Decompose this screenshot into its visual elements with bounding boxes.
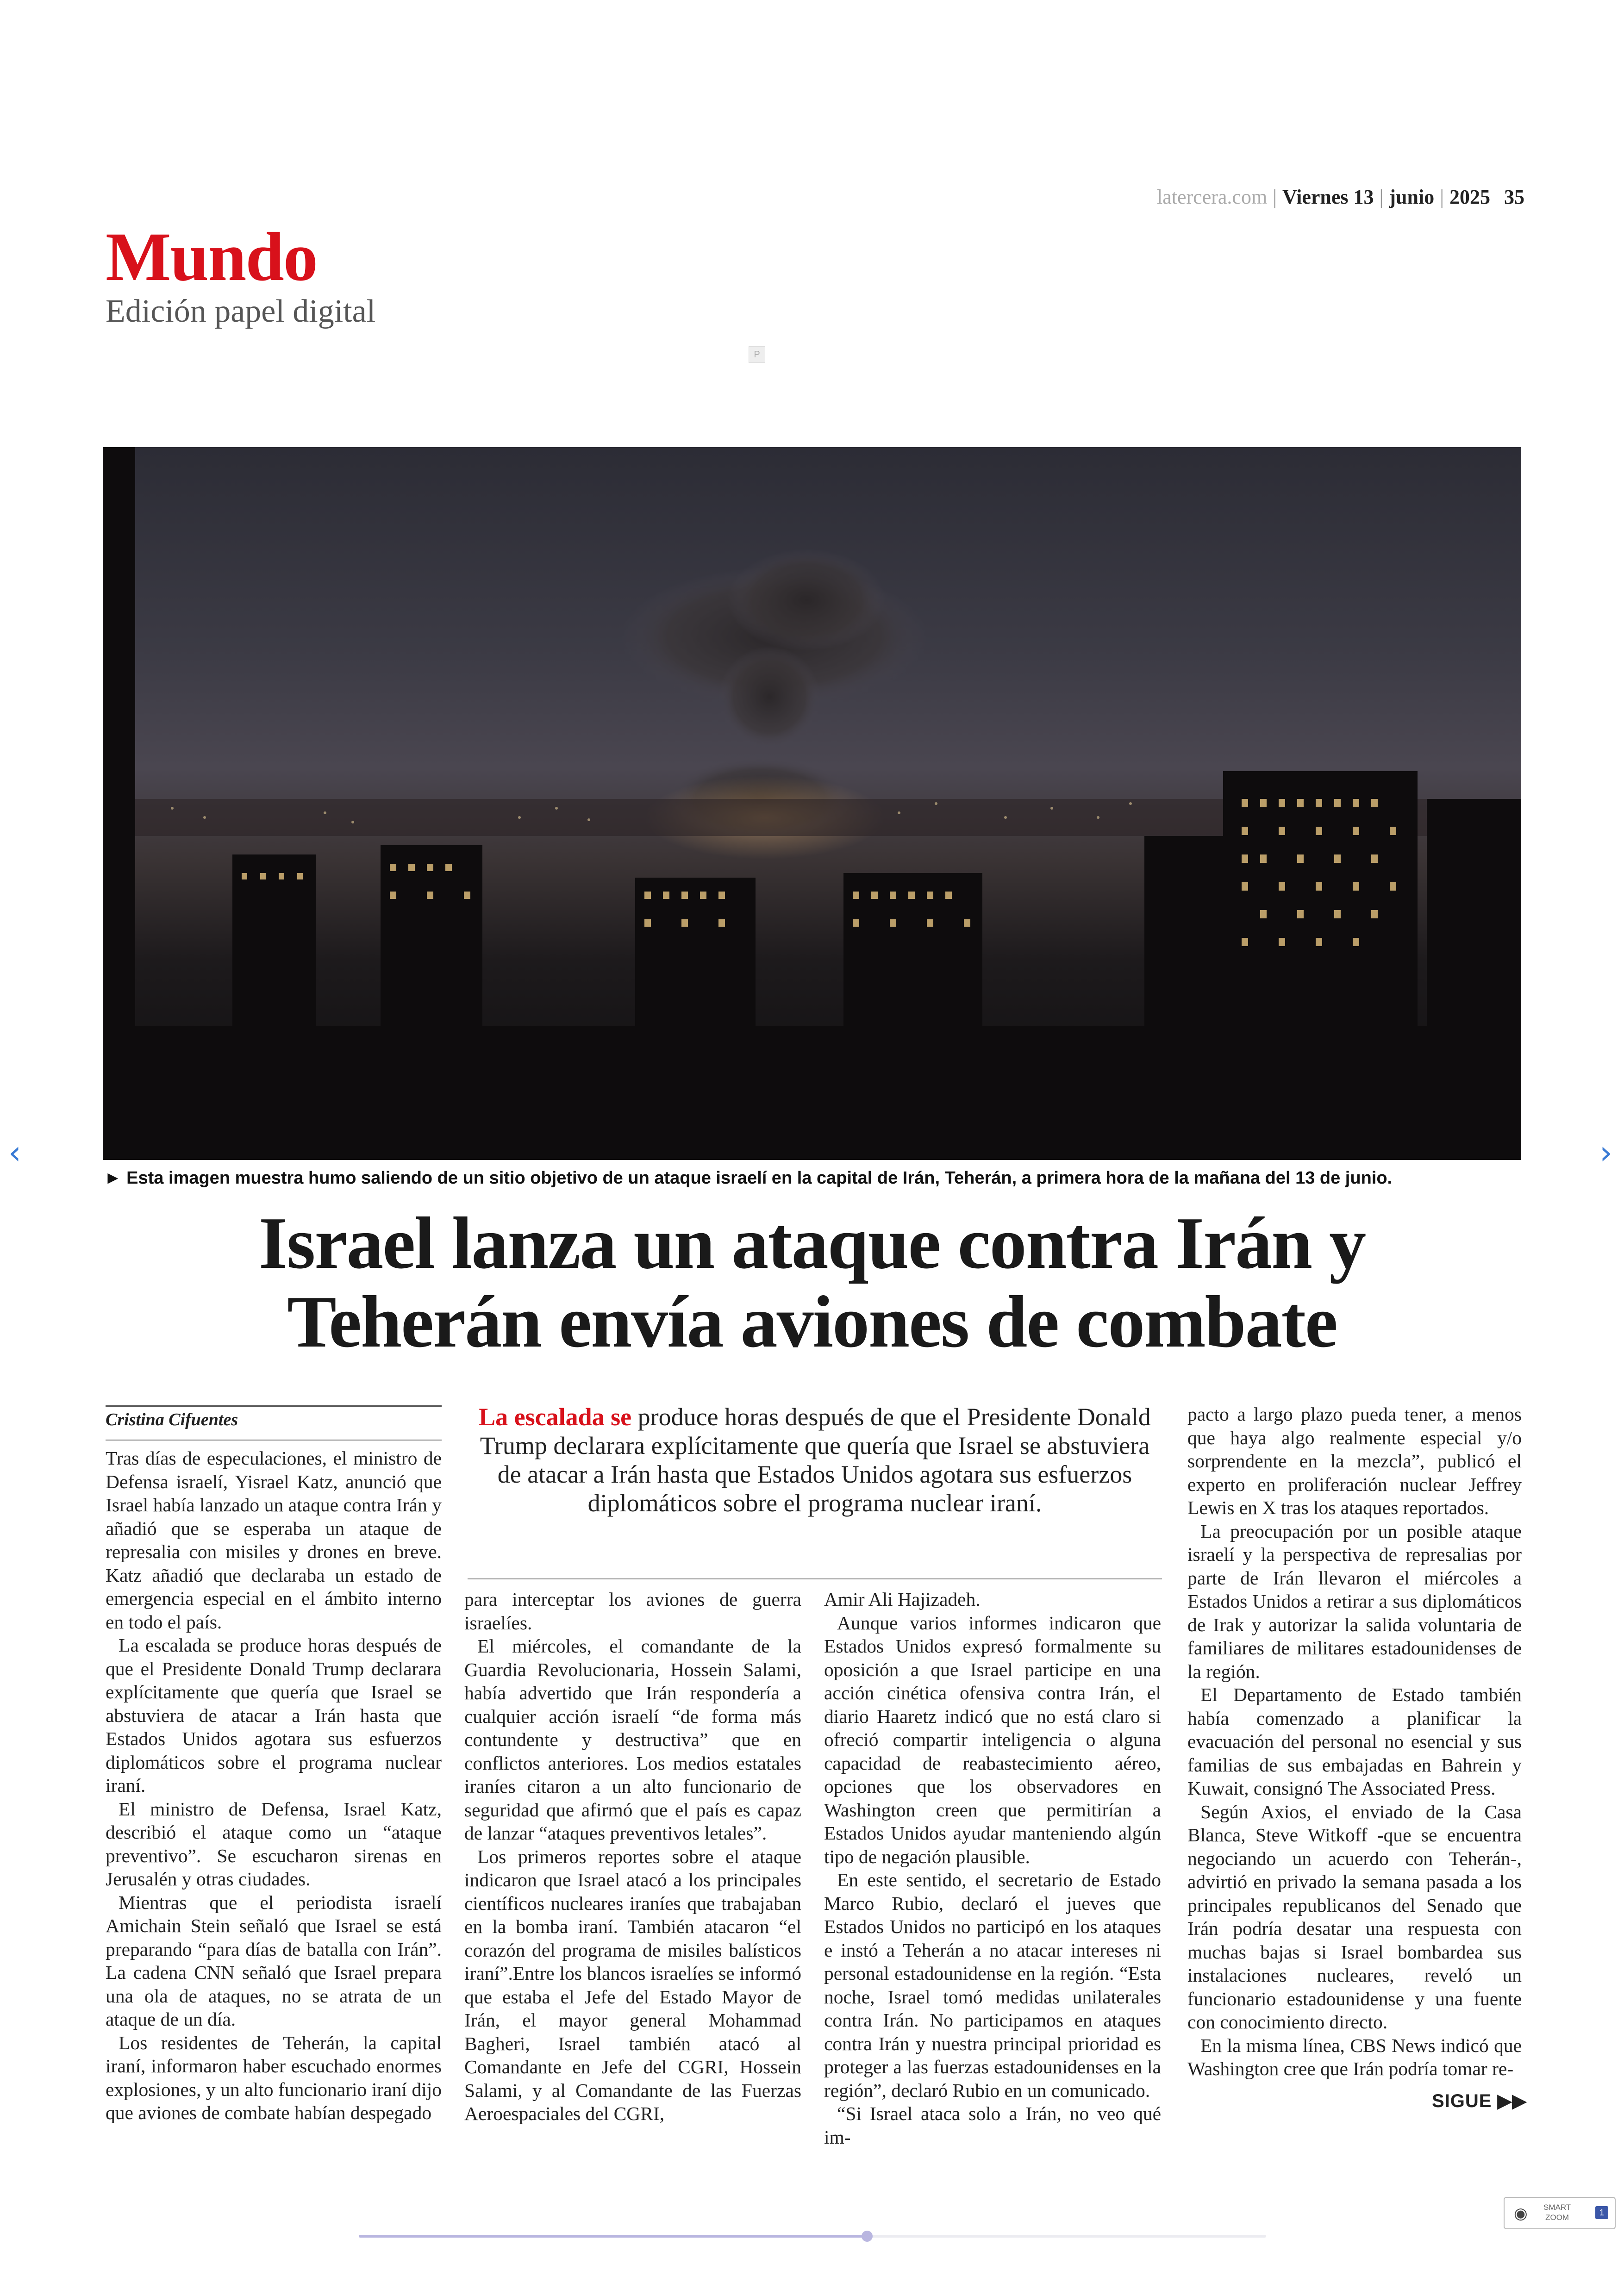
col4-paragraph: pacto a largo plazo pueda tener, a menos que haya algo realmente especial y/o sorprendente en la mezcla”, publicó el experto en proliferación nuclear Jeffrey Lewis en X tras los ataques reportados. xyxy=(1187,1403,1522,1518)
col4-paragraph: El Departamento de Estado también había comenzado a planificar la evacuación del personal no esencial y sus familias de sus embajadas en Bahrein y Kuwait, consignó The Associated Press. xyxy=(1187,1684,1522,1799)
headline-line-1: Israel lanza un ataque contra Irán y xyxy=(258,1202,1366,1284)
issue-date: Viernes 13 xyxy=(1282,186,1374,208)
issue-year: 2025 xyxy=(1449,186,1490,208)
col1-paragraph: Mientras que el periodista israelí Amichain Stein señaló que Israel se está preparando “para días de batalla con Irán”. La cadena CNN señaló que Israel prepara una ola de ataques, no se atrata de un ataque de un día. xyxy=(106,1891,442,2030)
lede-highlight: La escalada se xyxy=(479,1403,632,1431)
col2-paragraph: El miércoles, el comandante de la Guardia Revolucionaria, Hossein Salami, había advertido que Irán respondería a cualquier acción israelí “de forma más contundente y destructiva” que en conflictos anteriores. Los medios estatales iraníes citaron a un alto funcionario de seguridad que afirmó que el país es capaz de lanzar “ataques preventivos letales”. xyxy=(464,1635,801,1844)
eye-icon: ◉ xyxy=(1514,2205,1528,2222)
col1-paragraph: Los residentes de Teherán, la capital iraní, informaron haber escuchado enormes explosiones, y un alto funcionario iraní dijo que aviones de combate habían despegado xyxy=(106,2032,442,2123)
section-title: Mundo xyxy=(106,218,317,295)
site-name: latercera.com xyxy=(1157,186,1268,208)
page-number: 35 xyxy=(1504,186,1524,208)
next-page-arrow-icon[interactable]: › xyxy=(1599,1134,1612,1172)
lead-photo xyxy=(103,447,1521,1160)
continue-link[interactable]: SIGUE ▶▶ xyxy=(1432,2091,1527,2111)
byline: Cristina Cifuentes xyxy=(106,1405,442,1430)
body-column-2 xyxy=(464,1588,801,2126)
col3-paragraph: Aunque varios informes indicaron que Estados Unidos expresó formalmente su oposición a que Israel participe en una acción cinética ofensiva contra Irán, el diario Haaretz indicó que no está claro si ofreció compartir inteligencia o alguna capacidad de reabastecimiento aéreo, opciones que los observadores en Washington creen que permitirían a Estados Unidos ayudar manteniendo algún tipo de negación plausible. xyxy=(824,1612,1161,1867)
col1-paragraph: La escalada se produce horas después de que el Presidente Donald Trump declarara explícitamente que quería que Israel se abstuviera de atacar a Irán hasta que Estados Unidos agotara sus esfuerzos diplomáticos sobre el programa nuclear iraní. xyxy=(106,1634,442,1796)
page-progress-bar[interactable] xyxy=(359,2235,1266,2238)
col4-paragraph: Según Axios, el enviado de la Casa Blanca, Steve Witkoff -que se encuentra negociando un acuerdo con Teherán-, advirtió en privado la semana pasada a los principales republicanos del Senado que Irán podría desatar una respuesta con muchas bajas si Israel bombardea sus instalaciones nucleares, reveló un funcionario estadounidense y una fuente con conocimiento directo. xyxy=(1187,1801,1522,2033)
smart-zoom-button[interactable] xyxy=(1504,2197,1616,2229)
col3-paragraph: Amir Ali Hajizadeh. xyxy=(824,1589,981,1610)
col2-paragraph: Los primeros reportes sobre el ataque indicaron que Israel atacó a los principales científicos nucleares iraníes que trabajaban en la bomba iraní. También atacaron “el corazón del programa de misiles balísticos iraní”.Entre los blancos israelíes se informó que estaba el Jefe del Estado Mayor de Irán, el mayor general Mohammad Bagheri, Israel también atacó al Comandante en Jefe del CGRI, Hossein Salami, y al Comandante de las Fuerzas Aeroespaciales del CGRI, xyxy=(464,1846,801,2124)
col4-paragraph: La preocupación por un posible ataque israelí y la perspectiva de represalias por parte de Irán llevaron el miércoles a Estados Unidos a retirar a sus diplomáticos de Irak y autorizar la salida voluntaria de familiares de militares estadounidenses de la región. xyxy=(1187,1520,1522,1682)
col3-paragraph: “Si Israel ataca solo a Irán, no veo qué im- xyxy=(824,2103,1161,2148)
prev-page-arrow-icon[interactable]: ‹ xyxy=(8,1134,21,1172)
page-marker-icon: P xyxy=(749,346,765,363)
body-column-4 xyxy=(1187,1403,1522,2081)
section-subtitle: Edición papel digital xyxy=(106,293,376,329)
issue-month: junio xyxy=(1389,186,1435,208)
col3-paragraph: En este sentido, el secretario de Estado Marco Rubio, declaró el jueves que Estados Unidos no participó en los ataques e instó a Teherán a no atacar intereses ni personal estadounidense en la región. “Esta noche, Israel tomó medidas unilaterales contra Irán. No participamos en ataques contra Irán y nuestra principal prioridad es proteger a las fuerzas estadounidenses en la región”, declaró Rubio en un comunicado. xyxy=(824,1869,1161,2101)
smart-zoom-label: SMART ZOOM xyxy=(1543,2203,1571,2222)
article-headline xyxy=(103,1204,1521,1361)
page-progress-fill xyxy=(359,2235,867,2238)
page-header-meta: latercera.com | Viernes 13 | junio | 2025 35 xyxy=(1157,186,1524,208)
byline-divider xyxy=(106,1440,442,1441)
body-column-1 xyxy=(106,1447,442,2125)
page-progress-handle[interactable] xyxy=(862,2231,873,2242)
col1-paragraph: El ministro de Defensa, Israel Katz, describió el ataque como un “ataque preventivo”. Se escucharon sirenas en Jerusalén y otras ciudades. xyxy=(106,1798,442,1890)
lede-divider xyxy=(468,1578,1162,1579)
col1-paragraph: Tras días de especulaciones, el ministro de Defensa israelí, Yisrael Katz, anunció que Israel había lanzado un ataque contra Irán y añadió que se esperaba un ataque de represalia con misiles y drones en breve. Katz añadió que declaraba un estado de emergencia especial en el ámbito interno en todo el país. xyxy=(106,1447,442,1633)
col2-paragraph: para interceptar los aviones de guerra israelíes. xyxy=(464,1589,801,1634)
smart-zoom-badge: 1 xyxy=(1595,2206,1608,2219)
article-lede xyxy=(468,1403,1162,1517)
photo-caption: ► Esta imagen muestra humo saliendo de un sitio objetivo de un ataque israelí en la capital de Irán, Teherán, a primera hora de la mañana del 13 de junio. xyxy=(104,1168,1393,1188)
col4-paragraph: En la misma línea, CBS News indicó que Washington cree que Irán podría tomar re- xyxy=(1187,2034,1522,2079)
lede-text: produce horas después de que el Presidente Donald Trump declarara explícitamente que quería que Israel se abstuviera de atacar a Irán hasta que Estados Unidos agotara sus esfuerzos diplomáticos sobre el programa nuclear iraní. xyxy=(480,1403,1151,1517)
headline-line-2: Teherán envía aviones de combate xyxy=(287,1280,1337,1363)
night-city-smoke-image xyxy=(103,447,1521,1160)
body-column-3 xyxy=(824,1588,1161,2149)
